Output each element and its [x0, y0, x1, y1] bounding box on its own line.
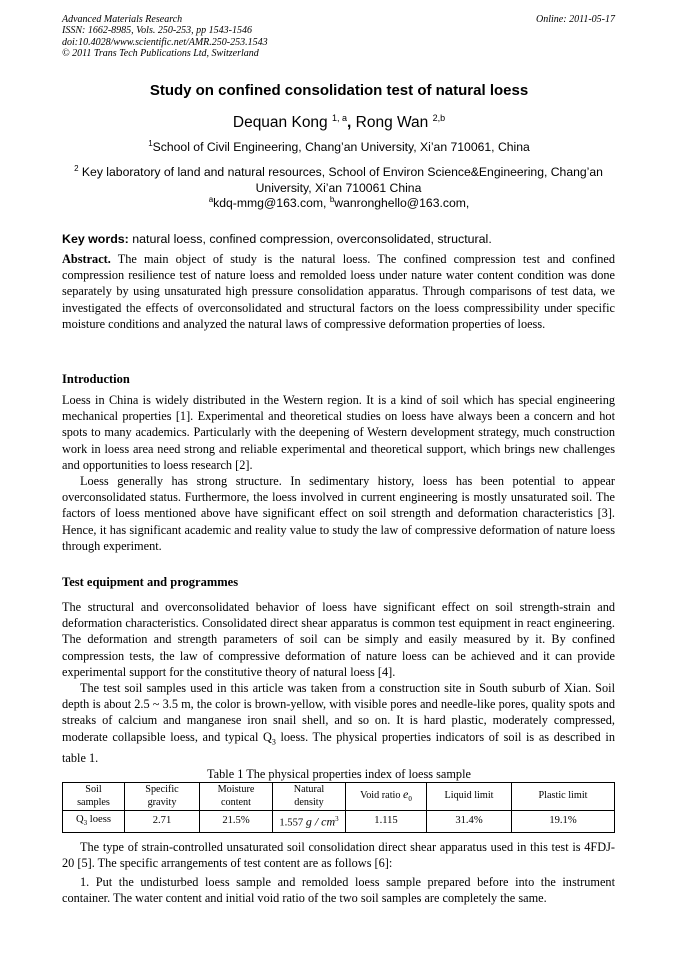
- author-1-name: Dequan Kong: [232, 114, 328, 132]
- affiliation-2: [62, 161, 615, 196]
- cell-specific-gravity: 2.71: [125, 811, 200, 833]
- table-caption: Table 1 The physical properties index of loess sample: [207, 767, 471, 781]
- equipment-paragraph-2-subscript: 3: [271, 737, 276, 747]
- cell-plastic-limit: 19.1%: [512, 811, 615, 833]
- email-line: [0, 195, 678, 210]
- author-line: [0, 113, 678, 132]
- author-2-sup: 2,b: [432, 113, 446, 123]
- header-specific-gravity: Specific gravity: [125, 783, 200, 811]
- header-natural-density: Natural density: [273, 783, 346, 811]
- equipment-paragraph-2: [62, 680, 615, 766]
- abstract-label: Abstract.: [62, 252, 111, 266]
- cell-natural-density: 1.557 g / $cm^3$: [273, 811, 346, 833]
- email-b-sup: b: [329, 195, 335, 204]
- affiliation-2-text: Key laboratory of land and natural resources, School of Environ Science&Engineering, Chang’an University, Xi’an 710061 China: [81, 165, 603, 195]
- cell-liquid-limit: 31.4%: [427, 811, 512, 833]
- header-void-ratio: Void ratio $e_0$: [346, 783, 427, 811]
- abstract: [62, 251, 615, 332]
- affiliation-1-sup: 1: [148, 139, 153, 148]
- issn-line: ISSN: 1662-8985, Vols. 250-253, pp 1543-1546: [62, 25, 252, 37]
- table-header-row: [63, 783, 615, 811]
- after-table-paragraph-2: 1. Put the undisturbed loess sample and remolded loess sample prepared before into the instrument container. The water content and initial void ratio of the two soil samples are completely the same.: [62, 875, 615, 906]
- copyright-line: © 2011 Trans Tech Publications Ltd, Switzerland: [62, 47, 259, 59]
- table-row: [63, 811, 615, 833]
- keywords-label: Key words:: [62, 232, 129, 246]
- email-b: wanronghello@163.com,: [334, 196, 470, 211]
- introduction-paragraph-2: Loess generally has strong structure. In sedimentary history, loess has been potential to appear overconsolidated status. Furthermore, the loess involved in current engineering is mostly unsaturated soil. The factors of loess mentioned above have significant effect on soil strength and deformation characteristics [3]. Hence, it has significant academic and reality value to study the law of compressive deformation of nature loess through experiment.: [62, 474, 615, 553]
- header-moisture-content: Moisture content: [200, 783, 273, 811]
- keywords: [62, 232, 615, 246]
- journal-name: Advanced Materials Research: [62, 14, 183, 25]
- cell-moisture-content: 21.5%: [200, 811, 273, 833]
- equipment-paragraph-2-text-a: The test soil samples used in this article was taken from a construction site in South suburb of Xian. Soil depth is about 2.5 ~ 3.5 m, the color is brown-yellow, with visible pores and needle-like pores, quality spots and streaks of calcium and manganese iron snail shell, and so on. It is hard plastic, moderately compressed, moderate collapsible loess, and typical Q: [62, 681, 615, 744]
- after-table-paragraph-1: The type of strain-controlled unsaturated soil consolidation direct shear apparatus used in this test is 4FDJ-20 [5]. The specific arrangements of test content are as follows [6]:: [62, 840, 615, 871]
- author-2-name: Rong Wan: [355, 114, 429, 132]
- introduction-paragraph-1: Loess in China is widely distributed in the Western region. It is a kind of soil which has special engineering mechanical properties [1]. Experimental and theoretical studies on loess have always been a concern and hot spots to many academics. Particularly with the deepening of Western development strategy, much construction work in loess area need strong and reliable experimental and theoretical support, which brings new challenges and opportunities to loess research [2].: [62, 393, 615, 472]
- cell-sample: $Q_3$ loess: [63, 811, 125, 833]
- keywords-text: natural loess, confined compression, overconsolidated, structural.: [128, 232, 492, 246]
- header-plastic-limit: Plastic limit: [512, 783, 615, 811]
- header-liquid-limit: Liquid limit: [427, 783, 512, 811]
- journal-header: [62, 14, 615, 59]
- cell-void-ratio: 1.115: [346, 811, 427, 833]
- abstract-text: The main object of study is the natural loess. The confined compression test and confined compression resilience test of nature loess and remolded loess under nature water content condition was done separately by using unsaturated high pressure consolidation apparatus. Through comparisons of test data, we investigated the effects of overconsolidated and structural factors on the loess compressibility under specific moisture conditions and analyzed the natural laws of compressive deformation properties of loess.: [62, 252, 615, 331]
- affiliation-2-sup: 2: [74, 164, 79, 173]
- equipment-paragraph-1: The structural and overconsolidated behavior of loess have significant effect on soil strength-strain and deformation characteristics. Consolidated direct shear apparatus is common test equipment in react engineering. The deformation and strength parameters of soil can be simply and easily measured by it. By confined compression tests, the law of compressive deformation of nature loess can be achieved and it can provide experimental support for the constitutive theory of natural loess [4].: [62, 600, 615, 679]
- email-a: kdq-mmg@163.com,: [213, 196, 330, 211]
- paper-title: Study on confined consolidation test of natural loess: [149, 82, 529, 99]
- online-date: Online: 2011-05-17: [536, 14, 615, 25]
- physical-properties-table: [62, 782, 615, 833]
- equipment-paragraph-2-text-b: loess. The physical properties indicators of soil is as described in table 1.: [62, 729, 615, 766]
- section-heading-equipment: Test equipment and programmes: [62, 575, 239, 589]
- affiliation-1: [0, 139, 678, 154]
- author-separator: ,: [347, 114, 356, 132]
- author-1-sup: 1, a: [332, 113, 348, 123]
- header-soil-samples: Soil samples: [63, 783, 125, 811]
- email-a-sup: a: [208, 195, 214, 204]
- doi-line: doi:10.4028/www.scientific.net/AMR.250-253.1543: [62, 36, 268, 48]
- section-heading-introduction: Introduction: [62, 372, 130, 386]
- affiliation-1-text: School of Civil Engineering, Chang’an University, Xi’an 710061, China: [152, 140, 530, 155]
